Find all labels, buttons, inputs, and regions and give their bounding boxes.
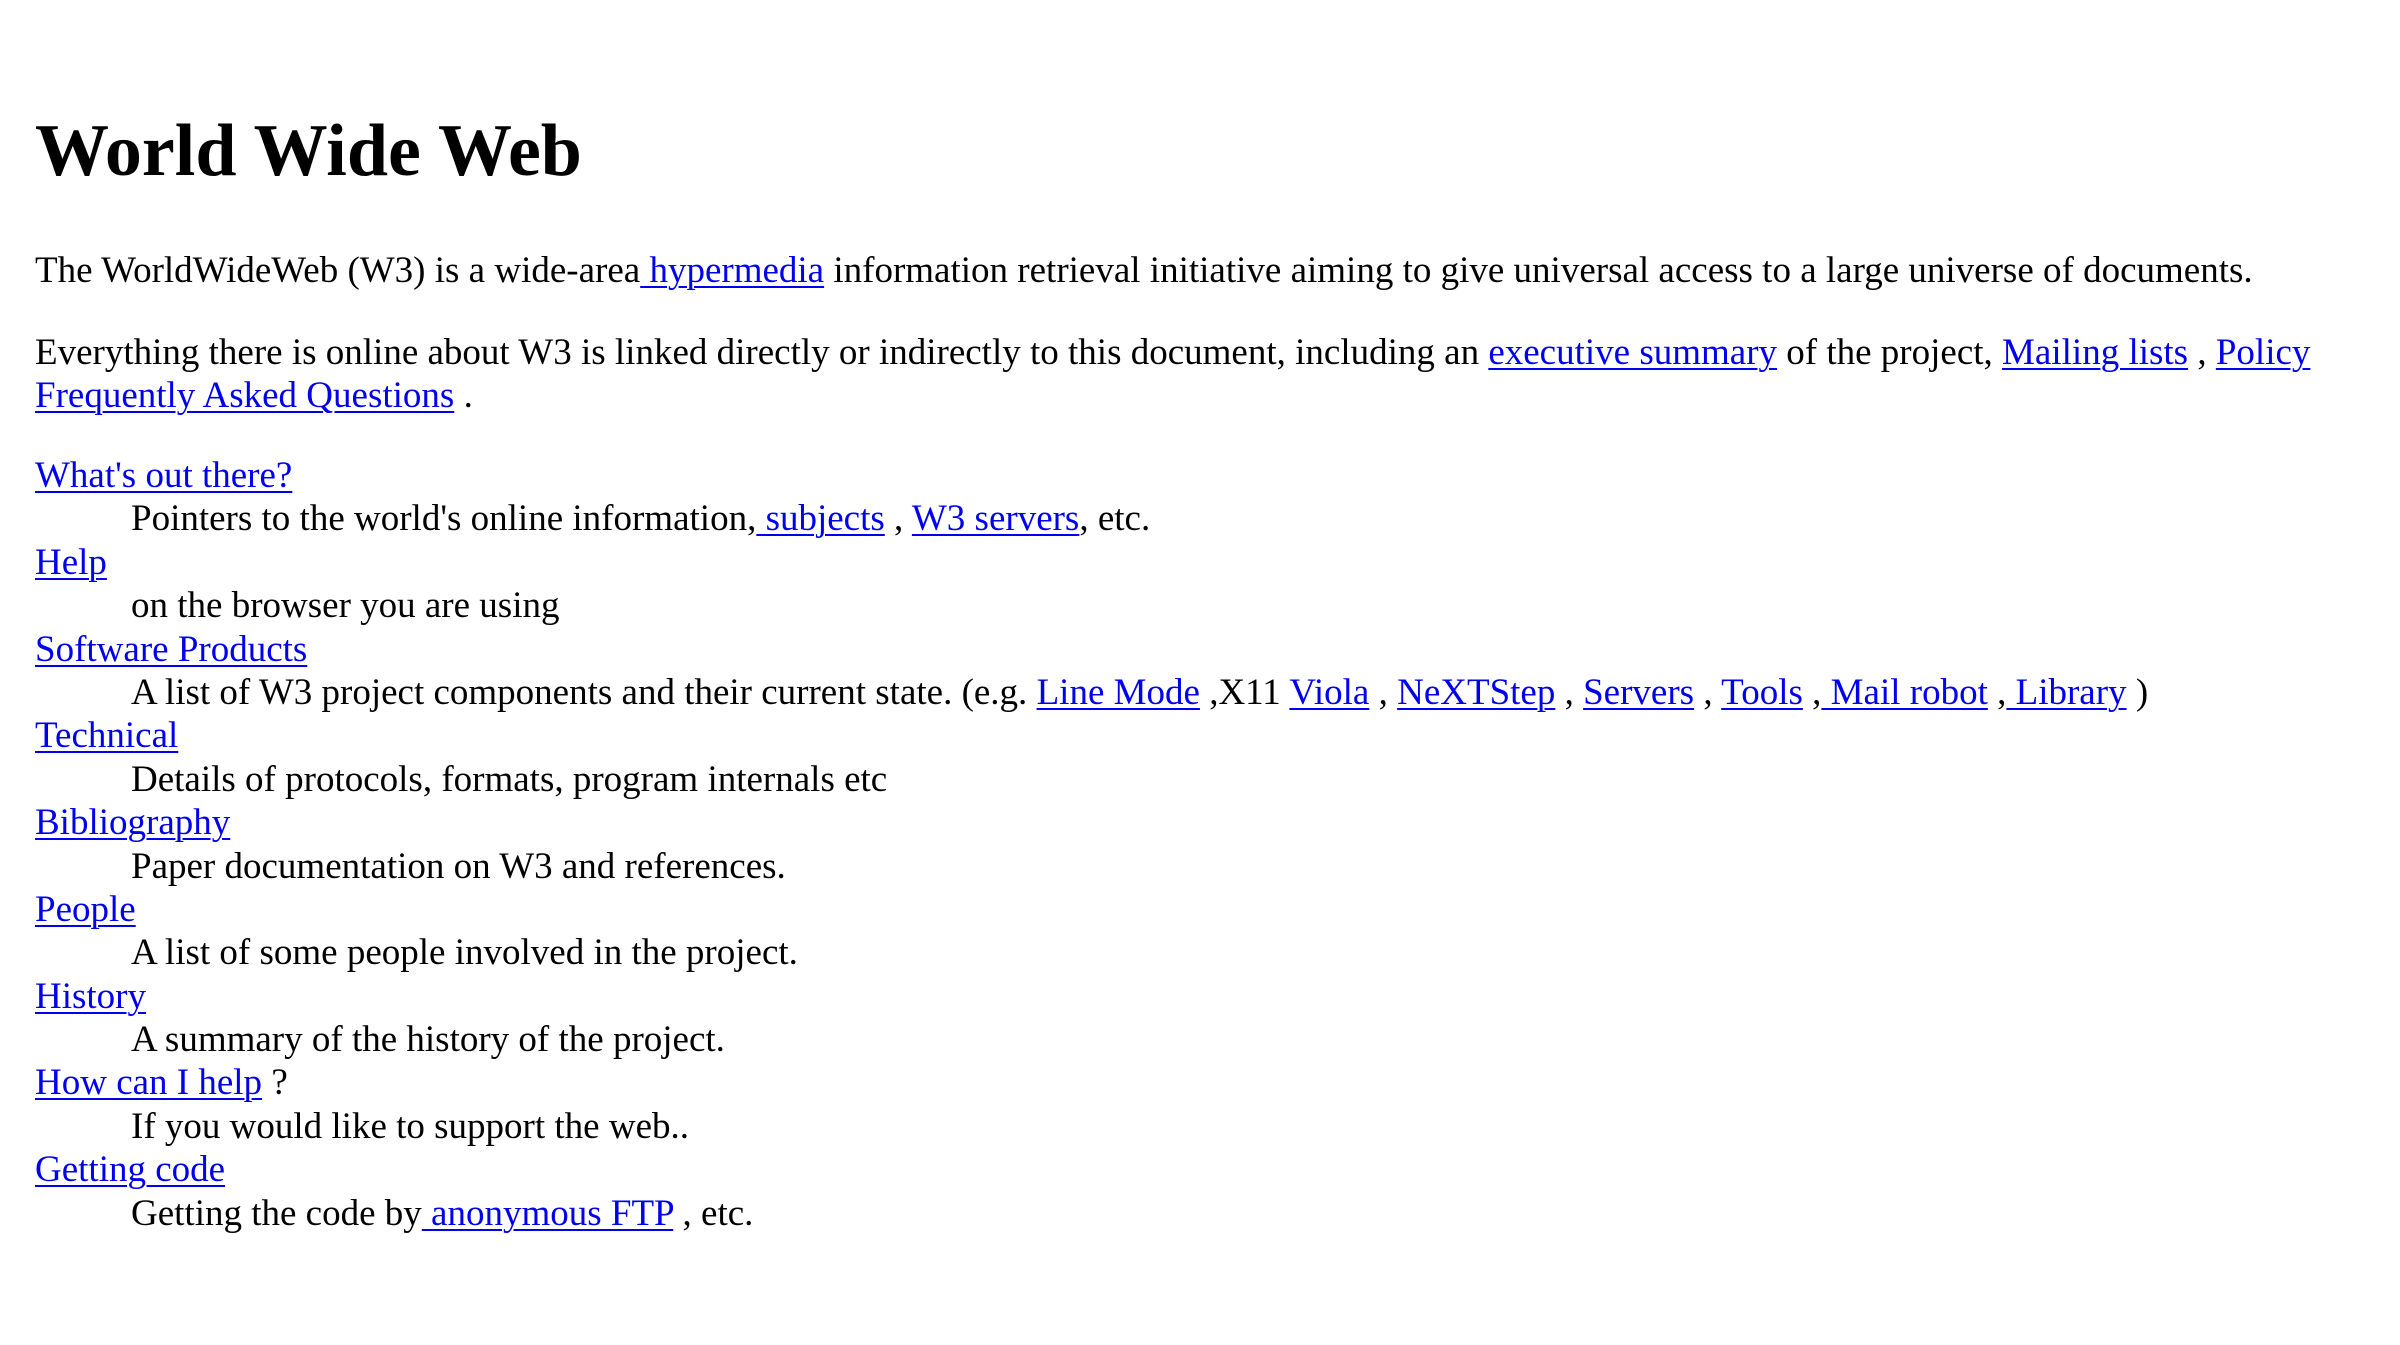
topic-term xyxy=(35,714,2148,757)
topic-description: Details of protocols, formats, program internals etc xyxy=(131,758,888,800)
description-text: , xyxy=(1555,671,1584,713)
getting-code-link[interactable]: Getting code xyxy=(35,1149,226,1191)
intro-paragraph xyxy=(35,249,2253,292)
description-text: A list of W3 project components and their current state. (e.g. xyxy=(131,671,1037,713)
summary-paragraph xyxy=(35,331,2310,374)
executive-summary-link[interactable]: executive summary xyxy=(1488,332,1778,373)
topic-term xyxy=(35,628,2148,671)
topic-description xyxy=(131,1192,2148,1235)
description-text: ) xyxy=(2126,671,2149,713)
summary-text: of the project, xyxy=(1777,332,2003,373)
intro-text-before: The WorldWideWeb (W3) is a wide-area xyxy=(35,250,641,291)
faq-link[interactable]: Frequently Asked Questions xyxy=(35,375,455,416)
topic-description xyxy=(131,497,2148,540)
topic-description: If you would like to support the web.. xyxy=(131,1105,689,1147)
topic-description: A summary of the history of the project. xyxy=(131,1019,725,1061)
page-title: World Wide Web xyxy=(35,110,582,192)
people-link[interactable]: People xyxy=(35,888,136,930)
anonymous-ftp-link[interactable]: anonymous FTP xyxy=(421,1192,674,1234)
line-mode-link[interactable]: Line Mode xyxy=(1036,671,1200,713)
bibliography-link[interactable]: Bibliography xyxy=(35,802,231,844)
how-can-i-help-link[interactable]: How can I help xyxy=(35,1062,263,1104)
description-text: , xyxy=(1694,671,1722,713)
software-products-link[interactable]: Software Products xyxy=(35,628,308,670)
nextstep-link[interactable]: NeXTStep xyxy=(1397,671,1556,713)
topic-term xyxy=(35,975,2148,1018)
intro-text-after: information retrieval initiative aiming to give universal access to a large universe of documents. xyxy=(824,250,2253,291)
servers-link[interactable]: Servers xyxy=(1583,671,1695,713)
topic-term xyxy=(35,1148,2148,1191)
topic-term xyxy=(35,888,2148,931)
viola-link[interactable]: Viola xyxy=(1289,671,1370,713)
library-link[interactable]: Library xyxy=(2006,671,2127,713)
description-text: , etc. xyxy=(1079,498,1151,540)
subjects-link[interactable]: subjects xyxy=(756,498,885,540)
topic-term xyxy=(35,541,2148,584)
description-text: , xyxy=(1802,671,1822,713)
technical-link[interactable]: Technical xyxy=(35,715,179,757)
mail-robot-link[interactable]: Mail robot xyxy=(1821,671,1988,713)
summary-text: Everything there is online about W3 is linked directly or indirectly to this document, including an xyxy=(35,332,1489,373)
topic-term xyxy=(35,801,2148,844)
topic-term xyxy=(35,1061,2148,1104)
policy-link[interactable]: Policy xyxy=(2215,332,2311,373)
tools-link[interactable]: Tools xyxy=(1721,671,1803,713)
description-text: Pointers to the world's online information, xyxy=(131,498,757,540)
topic-description: on the browser you are using xyxy=(131,585,560,627)
term-suffix: ? xyxy=(262,1062,288,1104)
description-text: ,X11 xyxy=(1199,671,1290,713)
summary-paragraph-continued xyxy=(35,374,473,417)
topic-term xyxy=(35,454,2148,497)
description-text: , xyxy=(884,498,912,540)
topic-list xyxy=(35,454,2148,1235)
description-text: , xyxy=(1369,671,1398,713)
topic-description xyxy=(131,671,2148,714)
w3-servers-link[interactable]: W3 servers xyxy=(911,498,1080,540)
hypermedia-link[interactable]: hypermedia xyxy=(640,250,825,291)
help-link[interactable]: Help xyxy=(35,541,107,583)
description-text: Getting the code by xyxy=(131,1192,422,1234)
summary-text: , xyxy=(2188,332,2216,373)
whats-out-there-link[interactable]: What's out there? xyxy=(35,455,293,496)
description-text: , etc. xyxy=(673,1192,754,1234)
mailing-lists-link[interactable]: Mailing lists xyxy=(2002,332,2189,373)
description-text: , xyxy=(1987,671,2007,713)
topic-description: Paper documentation on W3 and references. xyxy=(131,845,786,887)
summary-text: . xyxy=(454,375,473,416)
topic-description: A list of some people involved in the project. xyxy=(131,932,798,974)
history-link[interactable]: History xyxy=(35,975,146,1017)
